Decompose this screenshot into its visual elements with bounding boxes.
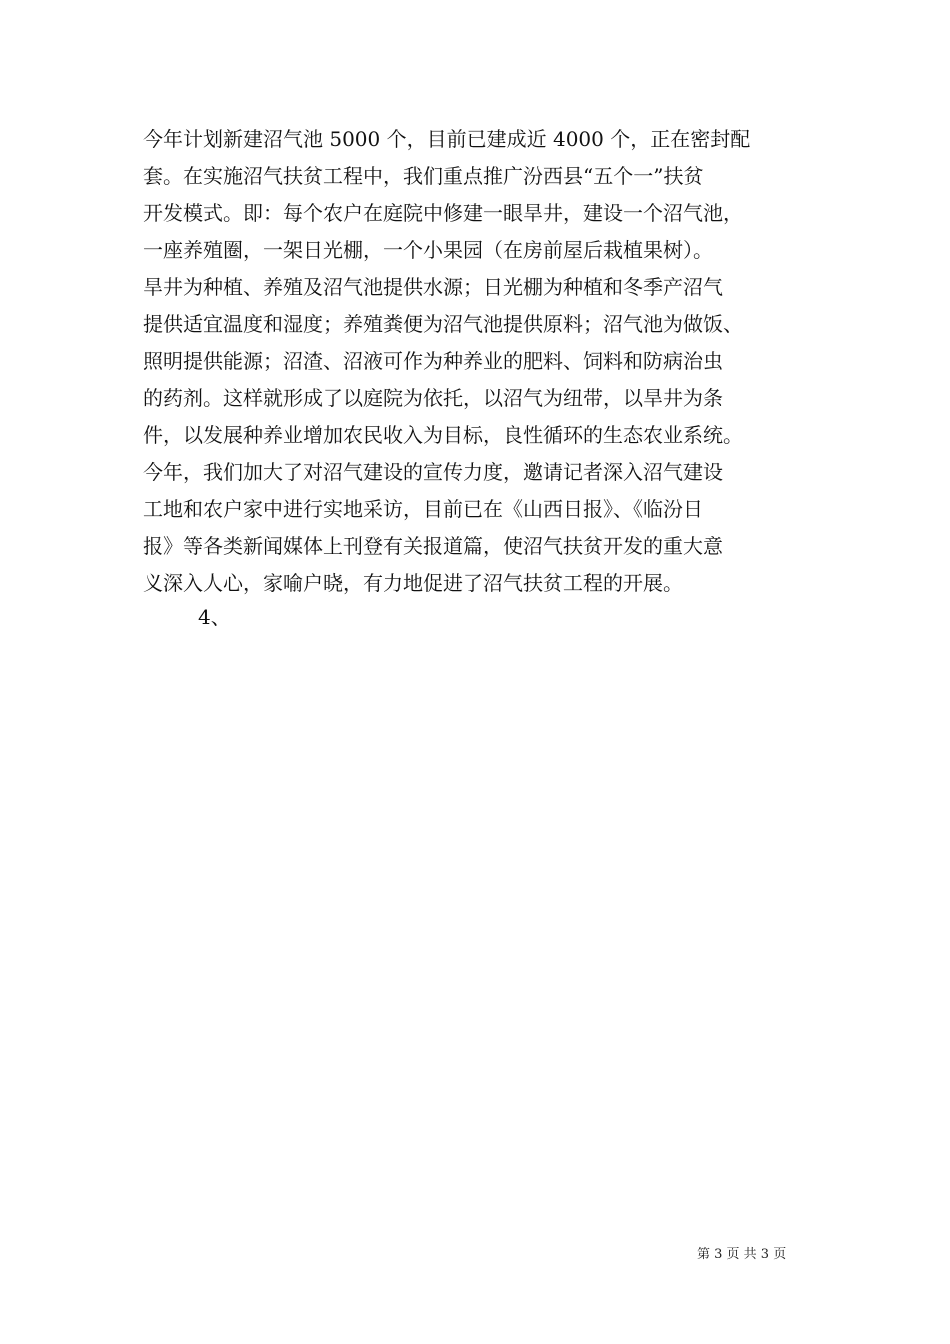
paragraph-line: 套。在实施沼气扶贫工程中，我们重点推广汾西县“五个一”扶贫 (143, 164, 704, 188)
paragraph-line: 提供适宜温度和湿度；养殖粪便为沼气池提供原料；沼气池为做饭、 (143, 312, 743, 336)
paragraph-line: 的药剂。这样就形成了以庭院为依托，以沼气为纽带，以旱井为条 (143, 386, 723, 410)
paragraph-line: 工地和农户家中进行实地采访，目前已在《山西日报》、《临汾日 (143, 497, 703, 521)
paragraph-line: 义深入人心，家喻户晓，有力地促进了沼气扶贫工程的开展。 (143, 571, 683, 595)
paragraph-line: 旱井为种植、养殖及沼气池提供水源；日光棚为种植和冬季产沼气 (143, 275, 723, 299)
paragraph-line: 开发模式。即：每个农户在庭院中修建一眼旱井，建设一个沼气池， (143, 201, 743, 225)
paragraph-line: 照明提供能源；沼渣、沼液可作为种养业的肥料、饲料和防病治虫 (143, 349, 723, 373)
paragraph-line: 报》等各类新闻媒体上刊登有关报道篇，使沼气扶贫开发的重大意 (143, 534, 723, 558)
page-number-footer: 第 3 页 共 3 页 (697, 1247, 787, 1262)
section-item-number: 4、 (198, 605, 231, 629)
paragraph-line: 一座养殖圈，一架日光棚，一个小果园（在房前屋后栽植果树）。 (143, 238, 713, 262)
body-paragraph (143, 121, 823, 602)
paragraph-line: 件，以发展种养业增加农民收入为目标，良性循环的生态农业系统。 (143, 423, 743, 447)
paragraph-line: 今年计划新建沼气池 5000 个，目前已建成近 4000 个，正在密封配 (143, 127, 751, 151)
paragraph-line: 今年，我们加大了对沼气建设的宣传力度，邀请记者深入沼气建设 (143, 460, 723, 484)
